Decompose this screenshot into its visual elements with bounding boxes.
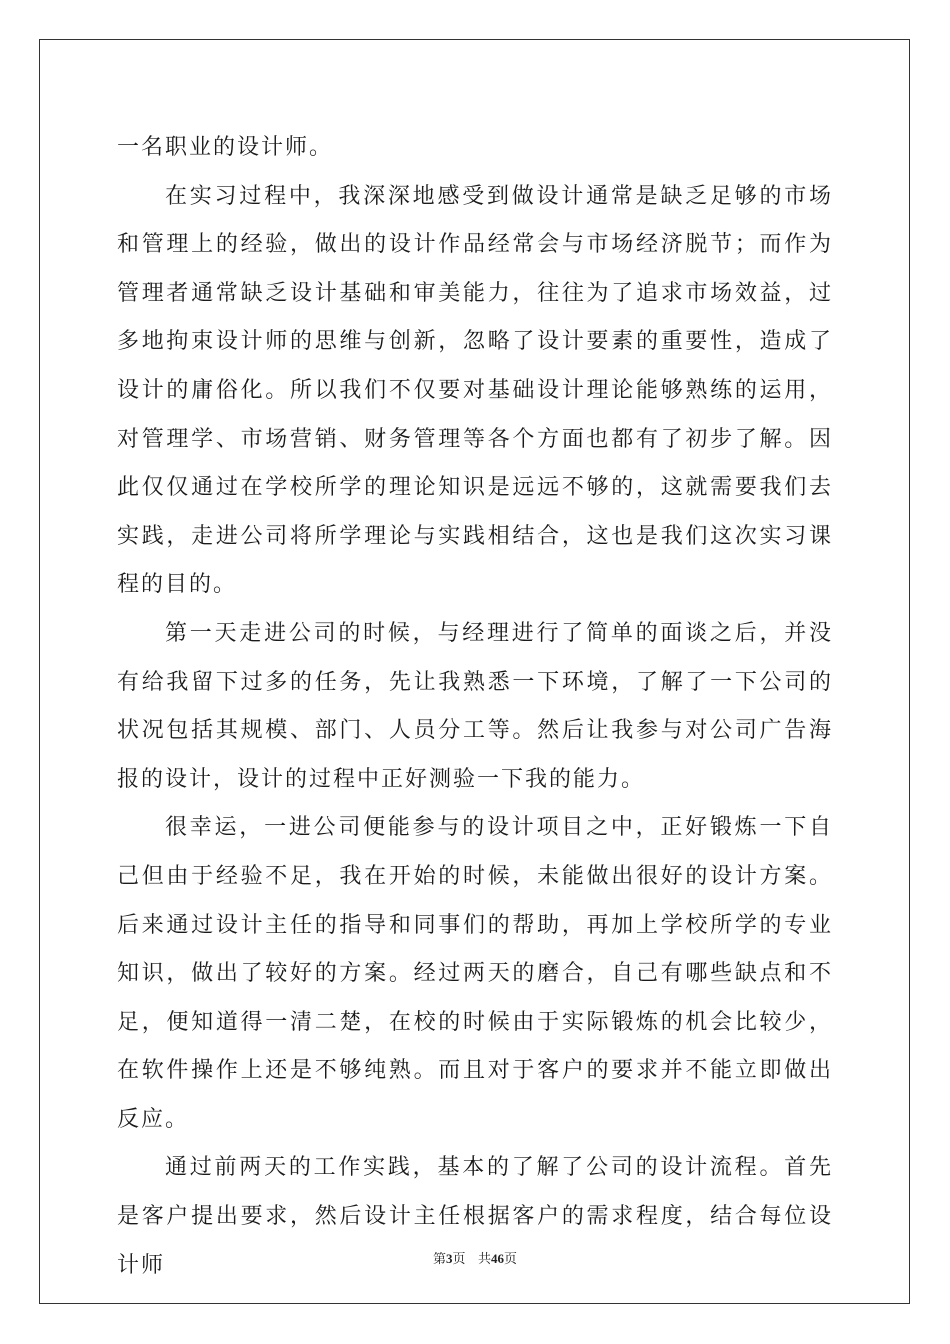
page-prefix: 第 xyxy=(433,1252,447,1267)
paragraph-2: 在实习过程中，我深深地感受到做设计通常是缺乏足够的市场和管理上的经验，做出的设计作品经常会与市场经济脱节；而作为管理者通常缺乏设计基础和审美能力，往往为了追求市场效益，过多地拘束设计师的思维与创新，忽略了设计要素的重要性，造成了设计的庸俗化。所以我们不仅要对基础设计理论能够熟练的运用，对管理学、市场营销、财务管理等各个方面也都有了初步了解。因此仅仅通过在学校所学的理论知识是远远不够的，这就需要我们去实践，走进公司将所学理论与实践相结合，这也是我们这次实习课程的目的。 xyxy=(117,183,833,598)
paragraph-3: 第一天走进公司的时候，与经理进行了简单的面谈之后，并没有给我留下过多的任务，先让我熟悉一下环境，了解了一下公司的状况包括其规模、部门、人员分工等。然后让我参与对公司广告海报的设计，设计的过程中正好测验一下我的能力。 xyxy=(117,620,833,792)
paragraph-4: 很幸运，一进公司便能参与的设计项目之中，正好锻炼一下自己但由于经验不足，我在开始的时候，未能做出很好的设计方案。后来通过设计主任的指导和同事们的帮助，再加上学校所学的专业知识，做出了较好的方案。经过两天的磨合，自己有哪些缺点和不足，便知道得一清二楚，在校的时候由于实际锻炼的机会比较少，在软件操作上还是不够纯熟。而且对于客户的要求并不能立即做出反应。 xyxy=(117,815,833,1132)
document-body xyxy=(117,124,833,1290)
page-suffix: 页 xyxy=(452,1252,466,1267)
total-pages: 46 xyxy=(490,1251,504,1266)
paragraph-1: 一名职业的设计师。 xyxy=(117,135,334,160)
page-footer xyxy=(0,1248,950,1267)
total-prefix: 共 xyxy=(477,1252,491,1267)
total-suffix: 页 xyxy=(503,1252,517,1267)
page-number: 3 xyxy=(446,1251,453,1266)
paragraph-5: 通过前两天的工作实践，基本的了解了公司的设计流程。首先是客户提出要求，然后设计主任根据客户的需求程度，结合每位设计师 xyxy=(117,1155,833,1278)
